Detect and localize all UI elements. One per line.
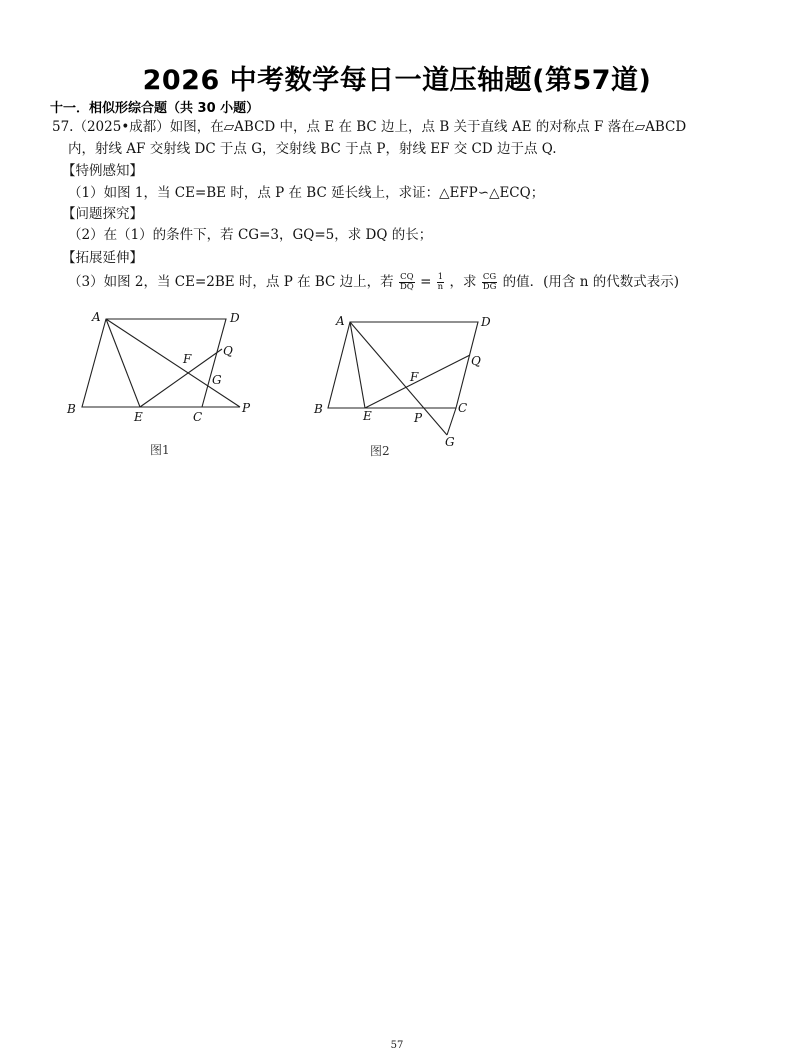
label-g: G (445, 435, 455, 449)
problem-statement-line-1: 57.（2025•成都）如图，在▱ABCD 中，点 E 在 BC 边上，点 B 关于直线 AE 的对称点 F 落在▱ABCD (52, 119, 687, 135)
figure-2-lines (328, 322, 478, 435)
question-3-part-d: 的值．(用含 n 的代数式表示) (502, 274, 679, 290)
label-e: E (363, 409, 372, 423)
label-q: Q (223, 344, 233, 358)
question-3-equals: = (420, 274, 432, 290)
question-3-part-a: （3）如图 2，当 CE=2BE 时，点 P 在 BC 边上，若 (68, 274, 394, 290)
section-title: 十一．相似形综合题（共 30 小题） (50, 101, 260, 116)
fraction-denominator: n (437, 282, 444, 292)
label-e: E (134, 410, 143, 424)
problem-statement-line-2: 内，射线 AF 交射线 DC 于点 G，交射线 BC 于点 P，射线 EF 交 CD 边于点 Q. (68, 141, 557, 157)
label-p: P (242, 401, 251, 415)
fraction-denominator: DG (482, 282, 497, 292)
fraction-cq-dq (399, 273, 415, 292)
question-3-part-c: ，求 (449, 274, 477, 290)
fraction-denominator: DQ (399, 282, 414, 292)
label-f: F (410, 370, 419, 384)
figure-2-caption: 图2 (370, 444, 390, 458)
label-q: Q (471, 354, 481, 368)
segment-ae (350, 322, 365, 408)
figure-1-caption: 图1 (150, 443, 170, 457)
ray-af (106, 319, 240, 407)
label-c: C (193, 410, 203, 424)
label-p: P (414, 411, 423, 425)
heading-special-case: 【特例感知】 (62, 163, 143, 179)
parallelogram-abcd (82, 319, 226, 407)
figure-1-diagram (62, 305, 272, 465)
question-2: （2）在（1）的条件下，若 CG=3，GQ=5，求 DQ 的长； (68, 227, 433, 243)
label-a: A (336, 314, 345, 328)
figure-1-lines (82, 319, 240, 407)
page-title: 2026 中考数学每日一道压轴题(第57道) (142, 65, 652, 96)
fraction-numerator: CG (482, 272, 497, 282)
dc-extension (447, 408, 456, 435)
fraction-numerator: 1 (437, 272, 444, 282)
label-d: D (230, 311, 240, 325)
label-f: F (183, 352, 192, 366)
label-a: A (92, 310, 101, 324)
heading-exploration: 【问题探究】 (62, 206, 143, 222)
fraction-one-over-n (437, 273, 444, 292)
heading-extension: 【拓展延伸】 (62, 250, 143, 266)
question-3 (68, 273, 679, 292)
figure-2-diagram (310, 305, 510, 465)
segment-ae (106, 319, 140, 407)
fraction-cg-dg (482, 273, 498, 292)
label-b: B (67, 402, 76, 416)
question-1: （1）如图 1，当 CE=BE 时，点 P 在 BC 延长线上，求证：△EFP∽△ECQ； (68, 185, 545, 201)
fraction-numerator: CQ (400, 272, 414, 282)
label-b: B (314, 402, 323, 416)
label-d: D (481, 315, 491, 329)
label-g: G (212, 373, 222, 387)
label-c: C (458, 401, 468, 415)
parallelogram-abcd (328, 322, 478, 408)
page-number: 57 (390, 1040, 404, 1051)
